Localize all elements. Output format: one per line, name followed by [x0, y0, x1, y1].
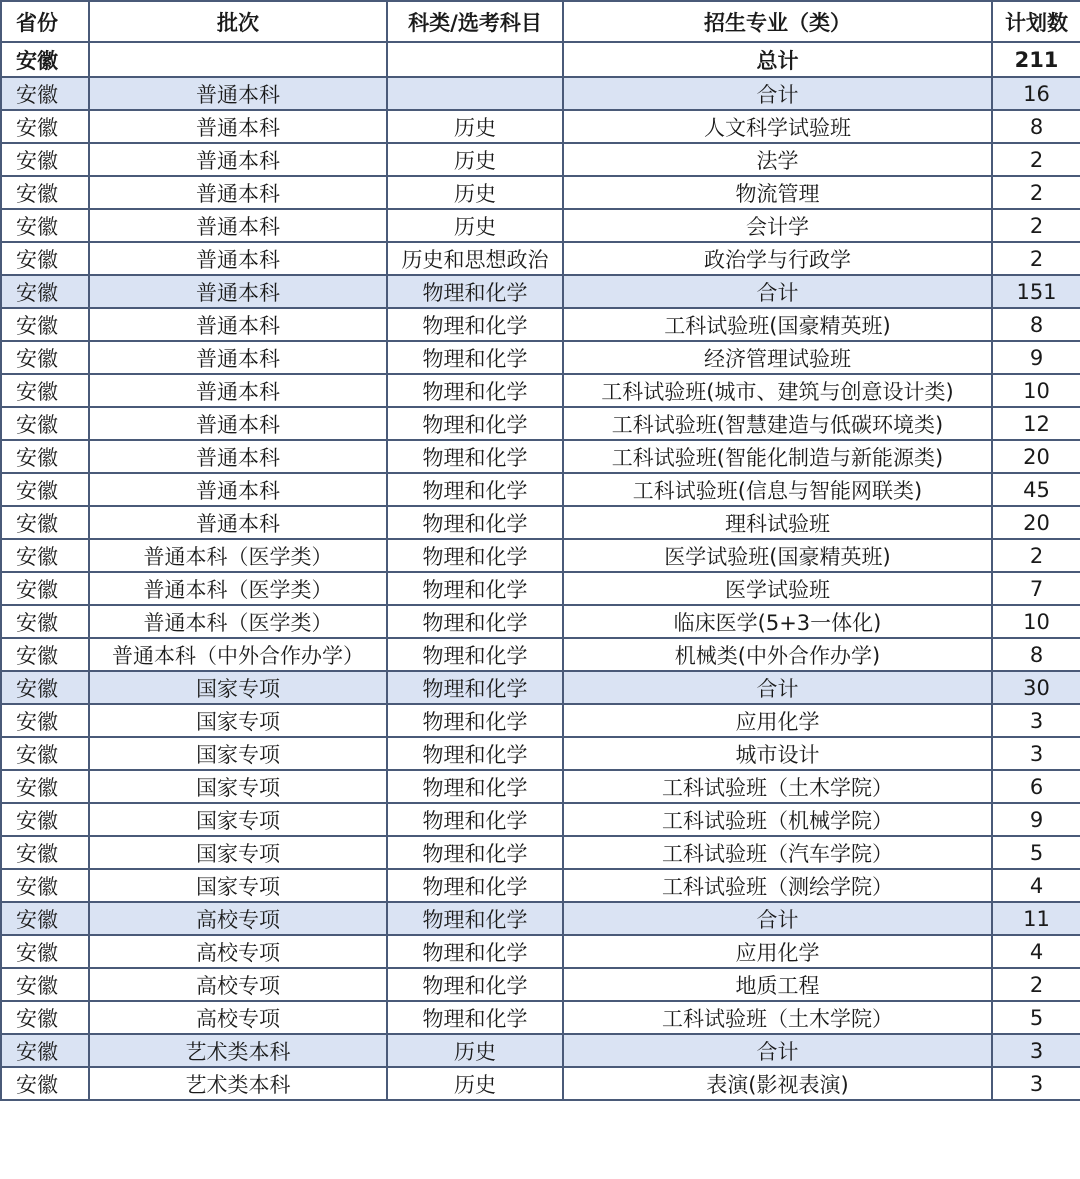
cell-batch: 国家专项 — [89, 836, 387, 869]
cell-batch: 普通本科 — [89, 242, 387, 275]
header-row — [1, 1, 1080, 42]
cell-province: 安徽 — [1, 1001, 89, 1034]
cell-subject: 历史 — [387, 143, 563, 176]
cell-batch: 普通本科 — [89, 308, 387, 341]
table-row — [1, 176, 1080, 209]
cell-major: 工科试验班（汽车学院） — [563, 836, 992, 869]
cell-plan: 20 — [992, 506, 1080, 539]
subtotal-row — [1, 77, 1080, 110]
cell-province: 安徽 — [1, 242, 89, 275]
cell-province: 安徽 — [1, 473, 89, 506]
cell-subject: 历史 — [387, 176, 563, 209]
cell-subject — [387, 77, 563, 110]
cell-province: 安徽 — [1, 374, 89, 407]
cell-subject: 历史 — [387, 1034, 563, 1067]
cell-plan: 5 — [992, 836, 1080, 869]
cell-subject: 物理和化学 — [387, 803, 563, 836]
cell-major: 理科试验班 — [563, 506, 992, 539]
cell-major: 经济管理试验班 — [563, 341, 992, 374]
cell-batch: 艺术类本科 — [89, 1067, 387, 1100]
cell-major: 工科试验班(国豪精英班) — [563, 308, 992, 341]
cell-province: 安徽 — [1, 440, 89, 473]
cell-province: 安徽 — [1, 176, 89, 209]
cell-plan: 151 — [992, 275, 1080, 308]
header-major: 招生专业（类） — [563, 1, 992, 42]
table-row — [1, 308, 1080, 341]
cell-subject: 物理和化学 — [387, 836, 563, 869]
cell-province: 安徽 — [1, 1067, 89, 1100]
cell-batch: 国家专项 — [89, 770, 387, 803]
subtotal-row — [1, 902, 1080, 935]
table-row — [1, 143, 1080, 176]
cell-plan: 30 — [992, 671, 1080, 704]
cell-major: 表演(影视表演) — [563, 1067, 992, 1100]
subtotal-row — [1, 1034, 1080, 1067]
cell-batch: 国家专项 — [89, 803, 387, 836]
cell-province: 安徽 — [1, 638, 89, 671]
cell-subject: 物理和化学 — [387, 605, 563, 638]
cell-plan: 10 — [992, 605, 1080, 638]
cell-plan: 3 — [992, 737, 1080, 770]
table-row — [1, 1067, 1080, 1100]
cell-plan: 2 — [992, 176, 1080, 209]
cell-major: 合计 — [563, 77, 992, 110]
cell-subject: 历史 — [387, 209, 563, 242]
table-row — [1, 803, 1080, 836]
cell-subject: 历史 — [387, 110, 563, 143]
cell-batch: 普通本科 — [89, 506, 387, 539]
table-row — [1, 209, 1080, 242]
cell-province: 安徽 — [1, 341, 89, 374]
header-batch: 批次 — [89, 1, 387, 42]
cell-major: 医学试验班(国豪精英班) — [563, 539, 992, 572]
cell-province: 安徽 — [1, 407, 89, 440]
cell-province: 安徽 — [1, 737, 89, 770]
cell-province: 安徽 — [1, 308, 89, 341]
cell-subject: 物理和化学 — [387, 275, 563, 308]
cell-major: 工科试验班(智能化制造与新能源类) — [563, 440, 992, 473]
cell-province: 安徽 — [1, 902, 89, 935]
cell-plan: 2 — [992, 143, 1080, 176]
cell-batch: 高校专项 — [89, 902, 387, 935]
cell-plan: 8 — [992, 638, 1080, 671]
cell-batch: 普通本科 — [89, 407, 387, 440]
table-row — [1, 110, 1080, 143]
cell-major: 政治学与行政学 — [563, 242, 992, 275]
cell-batch: 普通本科（医学类） — [89, 539, 387, 572]
cell-plan: 5 — [992, 1001, 1080, 1034]
grand-total-row — [1, 42, 1080, 77]
subtotal-row — [1, 671, 1080, 704]
cell-major: 工科试验班（机械学院） — [563, 803, 992, 836]
cell-plan: 6 — [992, 770, 1080, 803]
cell-major: 城市设计 — [563, 737, 992, 770]
cell-subject: 物理和化学 — [387, 737, 563, 770]
cell-province: 安徽 — [1, 671, 89, 704]
cell-subject: 物理和化学 — [387, 671, 563, 704]
cell-batch: 普通本科 — [89, 110, 387, 143]
cell-province: 安徽 — [1, 110, 89, 143]
cell-plan: 211 — [992, 42, 1080, 77]
cell-province: 安徽 — [1, 506, 89, 539]
cell-plan: 16 — [992, 77, 1080, 110]
cell-batch: 普通本科 — [89, 275, 387, 308]
table-row — [1, 473, 1080, 506]
cell-major: 工科试验班(智慧建造与低碳环境类) — [563, 407, 992, 440]
cell-batch: 普通本科 — [89, 374, 387, 407]
cell-major: 工科试验班（土木学院） — [563, 1001, 992, 1034]
cell-plan: 2 — [992, 539, 1080, 572]
cell-province: 安徽 — [1, 704, 89, 737]
cell-subject: 物理和化学 — [387, 770, 563, 803]
cell-province: 安徽 — [1, 42, 89, 77]
cell-plan: 7 — [992, 572, 1080, 605]
cell-subject: 物理和化学 — [387, 308, 563, 341]
cell-plan: 20 — [992, 440, 1080, 473]
cell-province: 安徽 — [1, 539, 89, 572]
cell-plan: 3 — [992, 1034, 1080, 1067]
table-row — [1, 638, 1080, 671]
cell-province: 安徽 — [1, 143, 89, 176]
cell-plan: 2 — [992, 242, 1080, 275]
cell-major: 人文科学试验班 — [563, 110, 992, 143]
cell-batch: 普通本科 — [89, 209, 387, 242]
cell-batch: 普通本科（中外合作办学） — [89, 638, 387, 671]
cell-plan: 4 — [992, 935, 1080, 968]
cell-subject: 历史 — [387, 1067, 563, 1100]
cell-province: 安徽 — [1, 968, 89, 1001]
cell-subject: 物理和化学 — [387, 704, 563, 737]
cell-province: 安徽 — [1, 77, 89, 110]
cell-major: 总计 — [563, 42, 992, 77]
cell-subject: 物理和化学 — [387, 506, 563, 539]
table-row — [1, 1001, 1080, 1034]
table-row — [1, 935, 1080, 968]
cell-subject: 物理和化学 — [387, 968, 563, 1001]
cell-batch: 普通本科 — [89, 341, 387, 374]
cell-batch: 高校专项 — [89, 935, 387, 968]
cell-subject: 物理和化学 — [387, 374, 563, 407]
cell-major: 法学 — [563, 143, 992, 176]
table-row — [1, 539, 1080, 572]
cell-major: 应用化学 — [563, 935, 992, 968]
cell-major: 工科试验班（测绘学院） — [563, 869, 992, 902]
table-row — [1, 341, 1080, 374]
cell-batch: 国家专项 — [89, 671, 387, 704]
cell-batch: 普通本科 — [89, 473, 387, 506]
cell-batch: 高校专项 — [89, 1001, 387, 1034]
cell-major: 合计 — [563, 1034, 992, 1067]
cell-batch: 国家专项 — [89, 704, 387, 737]
cell-subject: 物理和化学 — [387, 440, 563, 473]
cell-plan: 9 — [992, 341, 1080, 374]
table-row — [1, 968, 1080, 1001]
table-row — [1, 836, 1080, 869]
header-subject: 科类/选考科目 — [387, 1, 563, 42]
cell-major: 工科试验班(信息与智能网联类) — [563, 473, 992, 506]
cell-subject: 物理和化学 — [387, 539, 563, 572]
cell-major: 应用化学 — [563, 704, 992, 737]
cell-plan: 9 — [992, 803, 1080, 836]
cell-batch: 高校专项 — [89, 968, 387, 1001]
cell-province: 安徽 — [1, 572, 89, 605]
cell-plan: 3 — [992, 704, 1080, 737]
cell-province: 安徽 — [1, 869, 89, 902]
cell-batch — [89, 42, 387, 77]
cell-plan: 8 — [992, 110, 1080, 143]
cell-plan: 2 — [992, 968, 1080, 1001]
cell-plan: 12 — [992, 407, 1080, 440]
table-row — [1, 737, 1080, 770]
table-row — [1, 242, 1080, 275]
table-body — [1, 42, 1080, 1100]
cell-plan: 3 — [992, 1067, 1080, 1100]
cell-major: 工科试验班（土木学院） — [563, 770, 992, 803]
table-row — [1, 605, 1080, 638]
cell-province: 安徽 — [1, 770, 89, 803]
cell-batch: 普通本科 — [89, 77, 387, 110]
cell-subject — [387, 42, 563, 77]
cell-subject: 物理和化学 — [387, 473, 563, 506]
cell-major: 合计 — [563, 902, 992, 935]
cell-plan: 8 — [992, 308, 1080, 341]
cell-subject: 物理和化学 — [387, 407, 563, 440]
cell-batch: 国家专项 — [89, 869, 387, 902]
cell-subject: 历史和思想政治 — [387, 242, 563, 275]
table-row — [1, 869, 1080, 902]
table-row — [1, 770, 1080, 803]
cell-province: 安徽 — [1, 275, 89, 308]
cell-subject: 物理和化学 — [387, 1001, 563, 1034]
cell-plan: 45 — [992, 473, 1080, 506]
cell-major: 会计学 — [563, 209, 992, 242]
table-row — [1, 407, 1080, 440]
header-plan: 计划数 — [992, 1, 1080, 42]
cell-subject: 物理和化学 — [387, 935, 563, 968]
cell-batch: 普通本科 — [89, 143, 387, 176]
cell-subject: 物理和化学 — [387, 572, 563, 605]
cell-major: 合计 — [563, 275, 992, 308]
cell-subject: 物理和化学 — [387, 869, 563, 902]
table-row — [1, 704, 1080, 737]
cell-major: 工科试验班(城市、建筑与创意设计类) — [563, 374, 992, 407]
cell-plan: 11 — [992, 902, 1080, 935]
table-row — [1, 440, 1080, 473]
cell-province: 安徽 — [1, 209, 89, 242]
table-row — [1, 374, 1080, 407]
header-province: 省份 — [1, 1, 89, 42]
cell-subject: 物理和化学 — [387, 638, 563, 671]
cell-province: 安徽 — [1, 1034, 89, 1067]
cell-batch: 普通本科 — [89, 176, 387, 209]
cell-major: 临床医学(5+3一体化) — [563, 605, 992, 638]
cell-province: 安徽 — [1, 935, 89, 968]
table-row — [1, 506, 1080, 539]
cell-major: 医学试验班 — [563, 572, 992, 605]
cell-plan: 2 — [992, 209, 1080, 242]
cell-batch: 普通本科（医学类） — [89, 605, 387, 638]
cell-batch: 艺术类本科 — [89, 1034, 387, 1067]
cell-plan: 10 — [992, 374, 1080, 407]
cell-batch: 普通本科（医学类） — [89, 572, 387, 605]
cell-major: 机械类(中外合作办学) — [563, 638, 992, 671]
cell-subject: 物理和化学 — [387, 341, 563, 374]
table-row — [1, 572, 1080, 605]
cell-province: 安徽 — [1, 836, 89, 869]
cell-province: 安徽 — [1, 605, 89, 638]
cell-major: 物流管理 — [563, 176, 992, 209]
subtotal-row — [1, 275, 1080, 308]
cell-province: 安徽 — [1, 803, 89, 836]
cell-major: 地质工程 — [563, 968, 992, 1001]
cell-subject: 物理和化学 — [387, 902, 563, 935]
cell-major: 合计 — [563, 671, 992, 704]
cell-batch: 国家专项 — [89, 737, 387, 770]
cell-plan: 4 — [992, 869, 1080, 902]
cell-batch: 普通本科 — [89, 440, 387, 473]
